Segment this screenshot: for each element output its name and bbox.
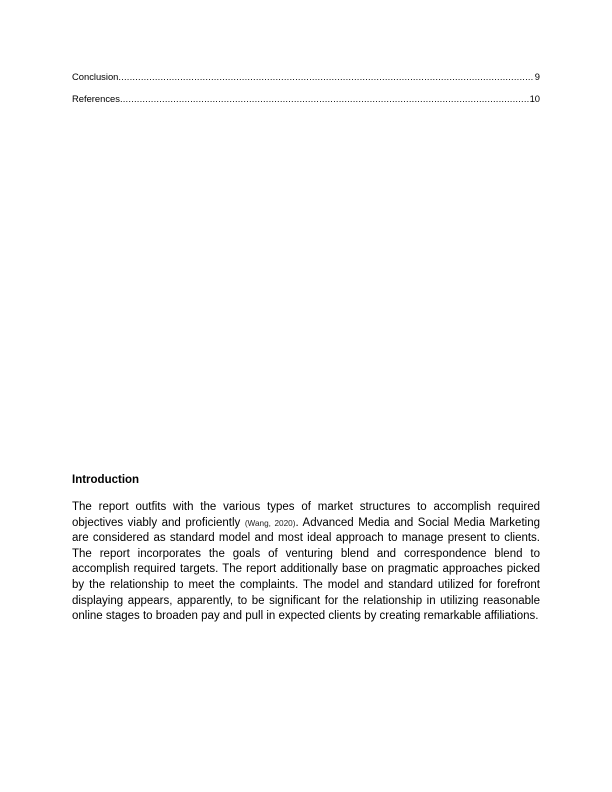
toc-entry-page-number: 9	[534, 71, 540, 82]
toc-entry-references[interactable]	[72, 93, 540, 115]
toc-leader-dots	[120, 93, 529, 104]
citation: (Wang, 2020)	[244, 518, 296, 528]
table-of-contents	[72, 71, 540, 115]
introduction-section	[72, 474, 540, 625]
toc-leader-dots	[118, 71, 533, 82]
toc-entry-conclusion[interactable]	[72, 71, 540, 93]
toc-entry-title: References	[72, 93, 120, 104]
toc-entry-page-number: 10	[529, 93, 540, 104]
paragraph-text: . Advanced Media and Social Media Marketing are considered as standard model and most ideal approach to manage present to clients. The report incorporates the goals of venturing blend and correspondence blend to accomplish required targets. The report additionally base on pragmatic approaches picked by the relationship to meet the complaints. The model and standard utilized for forefront displaying appears, apparently, to be significant for the relationship in utilizing reasonable online stages to broaden pay and pull in expected clients by creating remarkable affiliations.	[72, 516, 540, 623]
introduction-paragraph	[72, 500, 540, 625]
toc-entry-title: Conclusion	[72, 71, 119, 82]
paragraph-text: The report outfits with the various types of market structures to accomplish required objectives viably and proficiently	[72, 501, 540, 529]
section-heading: Introduction	[72, 474, 140, 486]
